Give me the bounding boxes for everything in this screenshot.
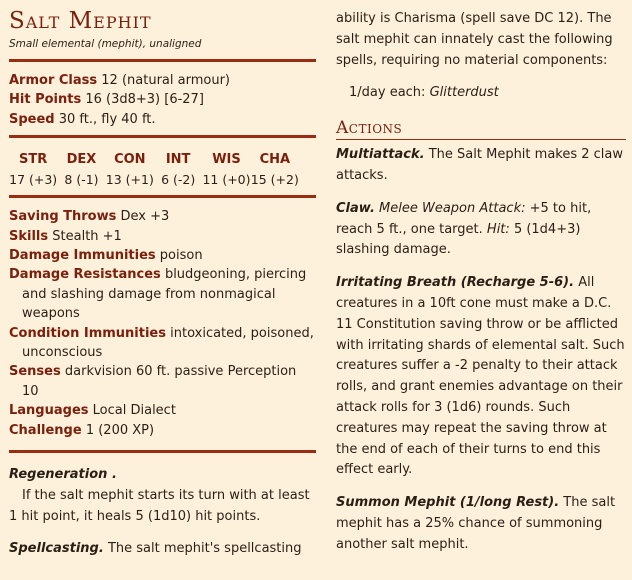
hit-points: Hit Points 16 (3d8+3) [6-27] — [9, 92, 204, 108]
spell-list: 1/day each: Glitterdust — [349, 85, 499, 101]
divider — [9, 195, 316, 198]
trait-spellcasting: Spellcasting. The salt mephit's spellcasting — [9, 541, 302, 557]
core-stats — [9, 71, 316, 129]
ability-int: INT 6 (-2) — [161, 152, 196, 188]
armor-class: Armor Class 12 (natural armour) — [9, 73, 230, 88]
creature-name: Salt Mephit — [9, 8, 152, 34]
ability-scores — [9, 150, 299, 190]
stat-block-left-column — [9, 0, 316, 560]
properties — [9, 207, 316, 440]
actions-heading: Actions — [336, 118, 626, 140]
skills: Skills Stealth +1 — [9, 228, 122, 244]
trait-regeneration: Regeneration . If the salt mephit starts its turn with at least 1 hit point, it heals 5 (1d10) hit points. — [9, 467, 310, 524]
ability-cha: CHA 15 (+2) — [250, 152, 299, 188]
spellcasting-continued: ability is Charisma (spell save DC 12). The salt mephit can innately cast the following spells, requiring no material components: — [336, 11, 613, 68]
damage-resistances: Damage Resistances bludgeoning, piercing and slashing damage from nonmagical weapons — [9, 267, 307, 322]
challenge: Challenge 1 (200 XP) — [9, 422, 155, 438]
spellcasting-text-start: The salt mephit's spellcasting — [107, 541, 302, 557]
traits — [9, 465, 316, 560]
condition-immunities: Condition Immunities intoxicated, poisoned, unconscious — [9, 325, 314, 361]
ability-con: CON 13 (+1) — [105, 152, 154, 188]
saving-throws: Saving Throws Dex +3 — [9, 209, 170, 225]
creature-type: Small elemental (mephit), unaligned — [9, 38, 202, 50]
action-multiattack: Multiattack. The Salt Mephit makes 2 claw attacks. — [336, 147, 624, 183]
ability-str: STR 17 (+3) — [9, 152, 58, 188]
speed: Speed 30 ft., fly 40 ft. — [9, 111, 156, 127]
ability-wis: WIS 11 (+0) — [202, 152, 251, 188]
divider — [9, 59, 316, 62]
action-irritating-breath: Irritating Breath (Recharge 5-6). All creatures in a 10ft cone must make a D.C. 11 Constitution saving throw or be afflicted with irritating shards of elemental salt. Such creatures suffer a -2 penalty to their attack rolls, and grant enemies advantage on their attack rolls for 3 (1d6) rounds. Such creatures may repeat the saving throw at the end of each of their turns to end this effect early. — [336, 275, 625, 478]
action-claw: Claw. Melee Weapon Attack: +5 to hit, reach 5 ft., one target. Hit: 5 (1d4+3) slashing damage. — [336, 200, 592, 258]
divider — [9, 450, 316, 453]
damage-immunities: Damage Immunities poison — [9, 248, 203, 264]
spell-link: Glitterdust — [429, 85, 499, 101]
ability-dex: DEX 8 (-1) — [64, 152, 99, 188]
action-summon-mephit: Summon Mephit (1/long Rest). The salt mephit has a 25% chance of summoning another salt mephit. — [336, 495, 616, 552]
stat-block-right-column — [336, 0, 626, 556]
languages: Languages Local Dialect — [9, 403, 176, 419]
divider — [9, 135, 316, 138]
senses: Senses darkvision 60 ft. passive Perception 10 — [9, 364, 297, 399]
